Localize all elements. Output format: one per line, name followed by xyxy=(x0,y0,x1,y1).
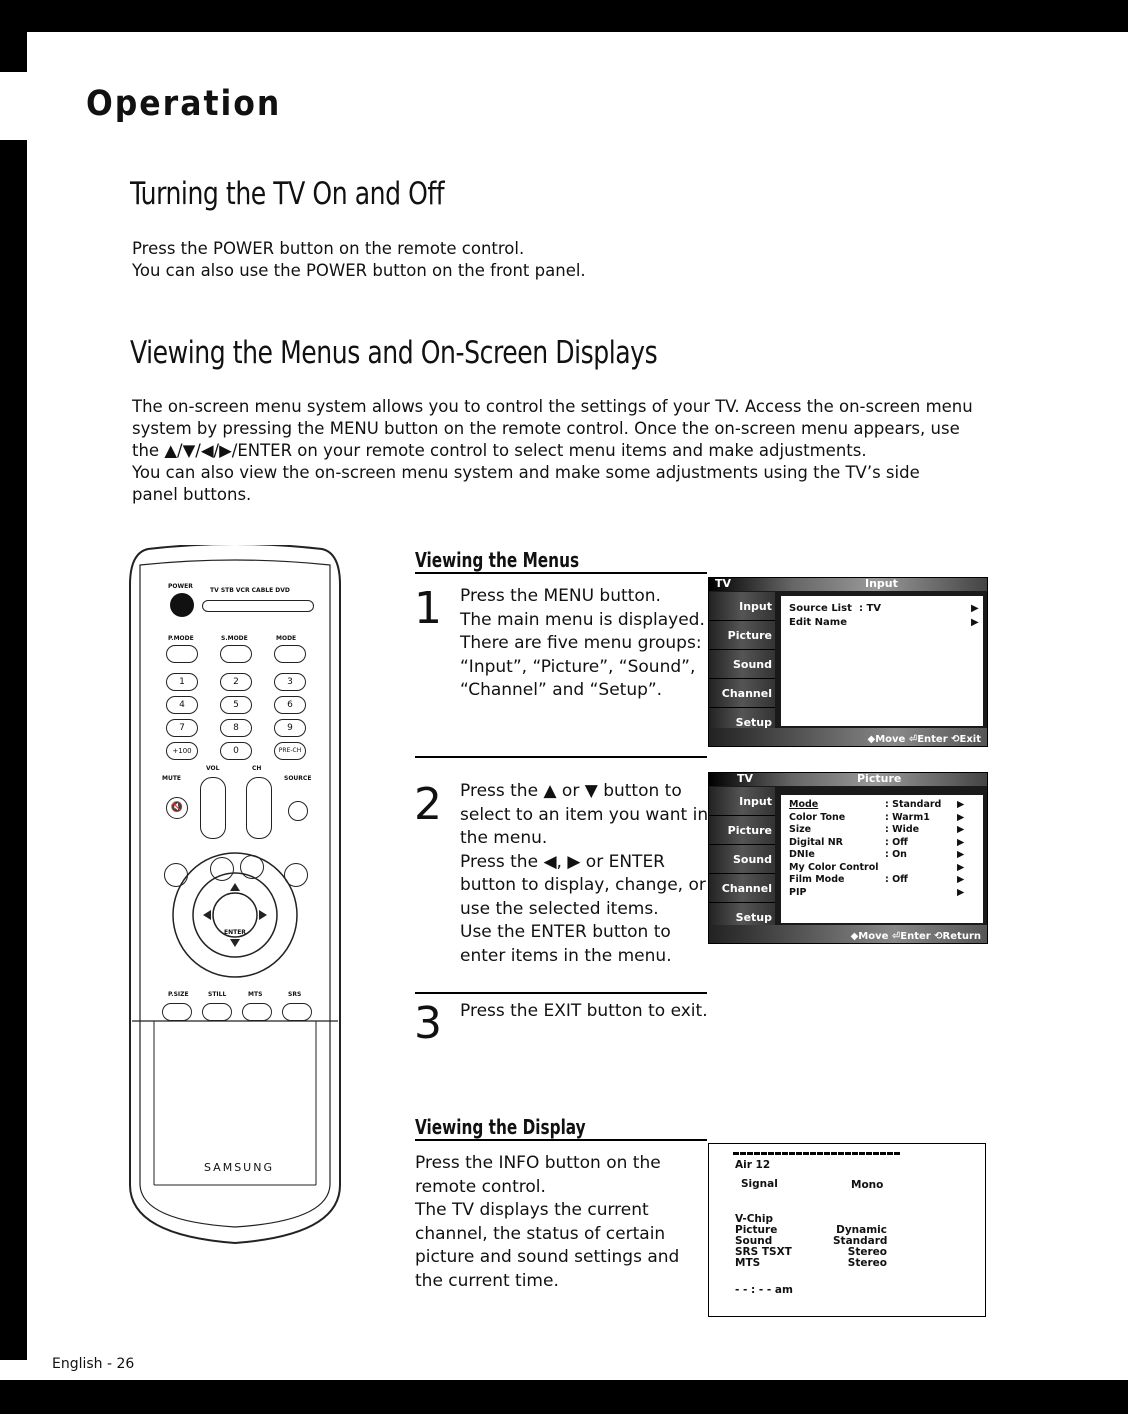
info-settings-labels xyxy=(735,1214,792,1269)
page-number: English - 26 xyxy=(52,1356,135,1372)
pmode-label: P.MODE xyxy=(168,635,194,642)
step-line: There are five menu groups: xyxy=(460,633,702,653)
info-signal-label: Signal xyxy=(741,1178,778,1190)
step-line: Press the MENU button. xyxy=(460,586,661,606)
osd-side-menu xyxy=(709,592,775,737)
osd-picture-menu xyxy=(708,772,988,944)
top-black-bar xyxy=(0,0,1128,32)
osd-row-label: Size xyxy=(789,824,812,835)
osd-header-label: Picture xyxy=(857,772,902,785)
mode-labels: TV STB VCR CABLE DVD xyxy=(210,587,290,594)
step-line: Press the EXIT button to exit. xyxy=(460,1001,708,1021)
osd-row-value xyxy=(885,887,957,900)
info-setting-label: SRS TSXT xyxy=(735,1246,792,1258)
step-line: use the selected items. xyxy=(460,898,659,919)
osd-input-menu xyxy=(708,577,988,747)
ch-label: CH xyxy=(252,765,262,772)
arrow-right-icon: ▶ xyxy=(957,824,965,835)
menus-heading-rule xyxy=(415,572,707,574)
number-button[interactable]: 2 xyxy=(220,673,252,691)
step-line: “Channel” and “Setup”. xyxy=(460,680,663,700)
osd-side-menu xyxy=(709,787,775,932)
turning-line: You can also use the POWER button on the front panel. xyxy=(132,261,586,280)
osd-tv-label: TV xyxy=(737,772,754,785)
viewing-line: system by pressing the MENU button on the remote control. Once the on-screen menu appears, use xyxy=(132,419,960,438)
menu-button[interactable] xyxy=(164,863,188,887)
info-top-line xyxy=(733,1152,901,1155)
mute-button[interactable]: 🔇 xyxy=(166,797,188,819)
turning-line: Press the POWER button on the remote control. xyxy=(132,239,525,258)
info-setting-value: Dynamic xyxy=(836,1224,887,1236)
osd-row[interactable] xyxy=(781,837,983,850)
step-1-text xyxy=(460,585,705,703)
osd-row-selected[interactable] xyxy=(781,799,983,812)
step-number: 1 xyxy=(414,583,442,634)
number-button[interactable]: 4 xyxy=(166,696,198,714)
osd-row[interactable] xyxy=(781,812,983,825)
osd-row-value: : Warm1 xyxy=(885,811,930,823)
plus100-button[interactable]: +100 xyxy=(166,742,198,760)
step-line: “Input”, “Picture”, “Sound”, xyxy=(460,656,696,677)
source-button[interactable] xyxy=(288,801,308,821)
osd-menu-channel[interactable]: Channel xyxy=(709,679,775,708)
info-setting-value: Standard xyxy=(833,1235,888,1247)
osd-menu-sound[interactable]: Sound xyxy=(709,845,775,874)
exit-button[interactable] xyxy=(284,863,308,887)
step-number: 2 xyxy=(414,779,442,830)
step-line: The main menu is displayed. xyxy=(460,609,705,630)
arrow-right-icon: ▶ xyxy=(957,799,965,810)
arrow-right-icon: ▶ xyxy=(957,836,965,848)
power-label: POWER xyxy=(168,583,193,590)
osd-tv-label: TV xyxy=(715,577,732,590)
display-heading-rule xyxy=(415,1139,707,1141)
psize-label: P.SIZE xyxy=(168,991,189,998)
bottom-black-bar xyxy=(0,1380,1128,1414)
arrow-right-icon: ▶ xyxy=(957,874,965,885)
osd-row-value: : Wide xyxy=(885,824,920,835)
number-button[interactable]: 9 xyxy=(274,719,306,737)
viewing-line: the ▲/▼/◀/▶/ENTER on your remote control to select menu items and make adjustments. xyxy=(132,441,867,460)
step-line: enter items in the menu. xyxy=(460,945,672,966)
info-time: - - : - - am xyxy=(735,1284,793,1296)
osd-row-label: Color Tone xyxy=(789,811,846,823)
osd-row-value: : Standard xyxy=(885,799,942,810)
osd-row[interactable] xyxy=(781,874,983,887)
info-setting-value: Stereo xyxy=(847,1246,887,1258)
osd-row-value xyxy=(859,616,971,630)
step-number: 3 xyxy=(414,998,442,1049)
osd-menu-input[interactable]: Input xyxy=(709,592,775,621)
osd-row[interactable] xyxy=(781,887,983,900)
osd-menu-setup[interactable]: Setup xyxy=(709,708,775,737)
step-line: select to an item you want in xyxy=(460,804,709,825)
osd-row-value: : TV xyxy=(859,603,882,614)
osd-menu-input[interactable]: Input xyxy=(709,787,775,816)
step-line: Press the ▲ or ▼ button to xyxy=(460,781,682,801)
smode-button[interactable] xyxy=(220,645,252,663)
viewing-heading: Viewing the Menus and On-Screen Displays xyxy=(130,335,658,371)
mode-selector-button[interactable] xyxy=(202,600,314,612)
display-line: picture and sound settings and xyxy=(415,1247,680,1267)
number-button[interactable]: 3 xyxy=(274,673,306,691)
left-black-bar xyxy=(0,140,27,1360)
osd-row-label: DNIe xyxy=(789,849,815,860)
arrow-right-icon: ▶ xyxy=(971,617,979,628)
info-setting-label: Sound xyxy=(735,1235,773,1247)
osd-footer-text: ◆Move ⏎Enter ⟲Return xyxy=(850,931,981,942)
number-button[interactable]: 0 xyxy=(220,742,252,760)
arrow-right-icon: ▶ xyxy=(957,861,965,873)
vol-label: VOL xyxy=(206,765,220,772)
osd-row[interactable] xyxy=(781,602,983,616)
display-text xyxy=(415,1152,679,1293)
info-setting-label: MTS xyxy=(735,1257,761,1269)
osd-header xyxy=(709,578,987,591)
prech-button[interactable]: PRE-CH xyxy=(274,742,306,760)
volume-rocker[interactable] xyxy=(200,777,226,839)
mode-button[interactable] xyxy=(274,645,306,663)
step-line: button to display, change, or xyxy=(460,875,706,895)
left-black-tab xyxy=(0,32,27,72)
still-label: STILL xyxy=(208,991,227,998)
osd-row-label: Mode xyxy=(789,799,819,810)
arrow-right-icon: ▶ xyxy=(957,811,965,823)
osd-row[interactable] xyxy=(781,849,983,862)
turning-text xyxy=(132,238,586,282)
osd-content-pane xyxy=(781,795,983,923)
osd-header-label: Input xyxy=(865,577,898,590)
display-line: Press the INFO button on the xyxy=(415,1153,661,1173)
menus-heading: Viewing the Menus xyxy=(415,548,580,572)
info-display-box xyxy=(708,1143,986,1317)
channel-rocker[interactable] xyxy=(246,777,272,839)
number-button[interactable]: 7 xyxy=(166,719,198,737)
still-button[interactable] xyxy=(202,1003,232,1021)
mute-label: MUTE xyxy=(162,775,182,782)
mts-button[interactable] xyxy=(242,1003,272,1021)
osd-menu-channel[interactable]: Channel xyxy=(709,874,775,903)
osd-footer-text: ◆Move ⏎Enter ⟲Exit xyxy=(867,734,981,745)
osd-row-label: Film Mode xyxy=(789,874,845,885)
number-button[interactable]: 1 xyxy=(166,673,198,691)
osd-row-label: Source List xyxy=(789,603,852,614)
mts-label: MTS xyxy=(248,991,263,998)
step-line: Use the ENTER button to xyxy=(460,922,671,942)
turning-heading: Turning the TV On and Off xyxy=(130,176,445,212)
pmode-button[interactable] xyxy=(166,645,198,663)
viewing-line: You can also view the on-screen menu system and make some adjustments using the TV’s side xyxy=(132,463,920,482)
osd-row[interactable] xyxy=(781,616,983,630)
psize-button[interactable] xyxy=(162,1003,192,1021)
display-line: the current time. xyxy=(415,1270,559,1291)
info-button[interactable] xyxy=(240,855,264,879)
osd-menu-sound[interactable]: Sound xyxy=(709,650,775,679)
number-button[interactable]: 6 xyxy=(274,696,306,714)
step-rule xyxy=(415,992,707,994)
enter-button[interactable] xyxy=(214,894,254,934)
osd-content-pane xyxy=(781,596,983,726)
info-signal-value: Mono xyxy=(851,1179,884,1191)
mode-label: MODE xyxy=(276,635,297,642)
osd-row[interactable] xyxy=(781,824,983,837)
brand-label: SAMSUNG xyxy=(204,1161,274,1174)
viewing-line: The on-screen menu system allows you to control the settings of your TV. Access the on-screen menu xyxy=(132,397,973,416)
arrow-right-icon: ▶ xyxy=(957,886,965,898)
smode-label: S.MODE xyxy=(221,635,248,642)
osd-menu-setup[interactable]: Setup xyxy=(709,903,775,932)
osd-row-label: Edit Name xyxy=(789,617,847,628)
remote-control-illustration xyxy=(128,545,342,1245)
osd-menu-picture[interactable]: Picture xyxy=(709,621,775,650)
source-label: SOURCE xyxy=(284,775,312,782)
step-3-text xyxy=(460,1000,708,1024)
enter-label: ENTER xyxy=(224,929,246,936)
viewing-text xyxy=(132,396,992,506)
osd-row-value: : On xyxy=(885,849,907,860)
osd-row-label: PIP xyxy=(789,886,807,898)
osd-row-value: : Off xyxy=(885,836,908,848)
display-heading: Viewing the Display xyxy=(415,1115,586,1139)
osd-row-label: Digital NR xyxy=(789,836,843,848)
arrow-right-icon: ▶ xyxy=(957,849,965,860)
osd-row[interactable] xyxy=(781,862,983,875)
srs-label: SRS xyxy=(288,991,302,998)
display-line: The TV displays the current xyxy=(415,1200,649,1220)
srs-button[interactable] xyxy=(282,1003,312,1021)
step-line: Press the ◀, ▶ or ENTER xyxy=(460,851,665,872)
number-button[interactable]: 8 xyxy=(220,719,252,737)
step-line: the menu. xyxy=(460,828,548,848)
arrow-right-icon: ▶ xyxy=(971,603,979,614)
info-settings-values xyxy=(833,1214,887,1269)
osd-row-value xyxy=(885,862,957,875)
step-2-text xyxy=(460,780,708,968)
osd-row-value: : Off xyxy=(885,874,908,885)
step-rule xyxy=(415,756,707,758)
viewing-line: panel buttons. xyxy=(132,485,252,504)
osd-row-label: My Color Control xyxy=(789,861,879,873)
number-button[interactable]: 5 xyxy=(220,696,252,714)
osd-menu-picture[interactable]: Picture xyxy=(709,816,775,845)
display-line: remote control. xyxy=(415,1176,546,1197)
section-title: Operation xyxy=(86,84,282,124)
return-button[interactable] xyxy=(210,857,234,881)
display-line: channel, the status of certain xyxy=(415,1223,666,1244)
info-channel: Air 12 xyxy=(735,1159,771,1171)
info-setting-label: Picture xyxy=(735,1224,778,1236)
info-setting-value: Stereo xyxy=(847,1257,887,1269)
info-setting-label: V-Chip xyxy=(735,1213,774,1225)
